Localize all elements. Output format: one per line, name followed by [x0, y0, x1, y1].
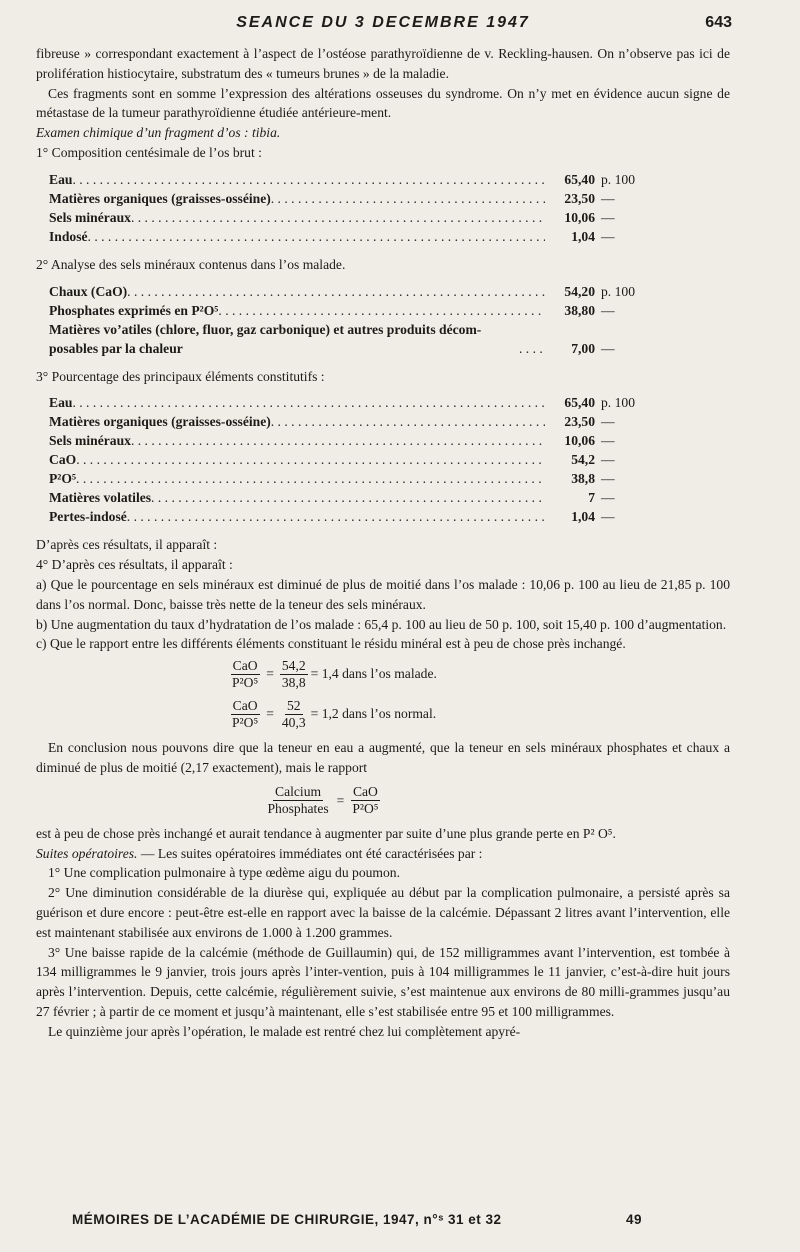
denominator: Phosphates — [267, 801, 329, 817]
suites-intro: — Les suites opératoires immédiates ont été caractérisées par : — [137, 845, 483, 861]
results-line: D’après ces résultats, il apparaît : — [36, 537, 218, 553]
suites-item: 3° Une baisse rapide de la calcémie (méthode de Guillaumin) qui, de 152 milligrammes avant l’intervention, est tombée à 134 milligrammes le 9 janvier, trois jours après l’inter-vention, puis à 104 milligrammes le 11 janvier, c’est-à-dire huit jours après l’intervention. Depuis, cette calcémie, régulièrement suivie, s’est maintenue aux environs de 80 milli-grammes jusqu’au 27 février ; à partir de ce moment et jusqu’à maintenant, elle s’est stabilisée entre 95 et 100 milligrammes. — [36, 944, 730, 1019]
percentage-table — [49, 393, 649, 526]
leader-dots — [72, 170, 545, 189]
numerator: CaO — [232, 657, 258, 673]
row-unit: — — [601, 340, 615, 356]
row-label: Sels minéraux — [49, 433, 131, 449]
composition-table — [49, 170, 649, 246]
numerator: 52 — [286, 697, 301, 713]
table-row — [49, 170, 649, 189]
suites-item: 2° Une diminution considérable de la diurèse qui, expliquée au début par la complication pulmonaire, a persisté après sa guérison et dure encore : peut-être est-elle en rapport avec la baisse de la calcémie. Dépassant 2 litres avant l’intervention, elle est maintenant stabilisée aux environs de 1.000 à 1.200 grammes. — [36, 885, 730, 940]
row-value: 65,40 — [564, 395, 595, 411]
row-label: CaO — [49, 452, 77, 468]
table-row — [49, 469, 649, 488]
row-label: Sels minéraux — [49, 209, 131, 225]
results-item-a: a) Que le pourcentage en sels minéraux est diminué de plus de moitié dans l’os malade : 10,06 p. 100 au lieu de 21,85 p. 100 dans l’os normal. Donc, baisse très nette de la teneur des sels minéraux. — [36, 576, 730, 612]
row-unit: — — [601, 414, 615, 430]
numerator: Calcium — [275, 784, 322, 800]
section-heading: 3° Pourcentage des principaux éléments constitutifs : — [36, 368, 325, 384]
paragraph: fibreuse » correspondant exactement à l’aspect de l’ostéose parathyroïdienne de v. Reckling-hausen. On n’observe pas ici de prolifération histiocytaire, substratum des « tumeurs brunes » de la maladie. — [36, 46, 730, 81]
row-label: Eau — [49, 395, 73, 411]
row-unit: — — [601, 228, 615, 244]
row-unit: — — [601, 490, 615, 506]
numerator: 54,2 — [281, 657, 306, 673]
leader-dots — [131, 208, 545, 227]
leader-dots — [151, 488, 545, 507]
running-title: SEANCE DU 3 DECEMBRE 1947 — [236, 14, 530, 31]
leader-dots — [271, 412, 545, 431]
row-label: Matières volatiles — [49, 490, 152, 506]
row-value: 7 — [588, 490, 595, 506]
equals: = — [266, 706, 274, 722]
denominator: 38,8 — [281, 674, 306, 690]
row-unit: — — [601, 302, 615, 318]
leader-dots — [76, 469, 545, 488]
section-heading: 2° Analyse des sels minéraux contenus dans l’os malade. — [36, 256, 346, 272]
table-row — [49, 488, 649, 507]
paragraph: Ces fragments sont en somme l’expression des altérations osseuses du syndrome. On n’y met en évidence aucun signe de métastase de la tumeur parathyroïdienne étudiée antérieure-ment. — [36, 85, 730, 121]
exam-heading: Examen chimique d’un fragment d’os : tibia. — [36, 125, 281, 141]
table-row — [49, 412, 649, 431]
row-value: 1,04 — [571, 509, 595, 525]
row-value: 10,06 — [564, 433, 595, 449]
leader-dots — [127, 507, 545, 526]
numerator: CaO — [232, 697, 258, 713]
row-unit: — — [601, 433, 615, 449]
formula-result: = 1,2 dans l’os normal. — [310, 706, 437, 722]
page-footer — [72, 1212, 642, 1227]
conclusion: En conclusion nous pouvons dire que la teneur en eau a augmenté, que la teneur en sels minéraux phosphates et chaux a diminué de plus de moitié (2,17 exactement), mais le rapport — [36, 740, 730, 775]
results-item-c: c) Que le rapport entre les différents éléments constituant le résidu minéral est à peu de chose près inchangé. — [36, 636, 626, 652]
table-row — [49, 450, 649, 469]
row-value: 65,40 — [564, 171, 595, 187]
table-row — [49, 301, 649, 320]
row-value: 23,50 — [564, 190, 595, 206]
row-value: 7,00 — [571, 340, 595, 356]
mineral-analysis-table — [49, 282, 649, 358]
leader-dots — [88, 227, 545, 246]
row-value: 1,04 — [571, 228, 595, 244]
denominator: P²O⁵ — [232, 674, 259, 690]
leader-dots — [271, 189, 545, 208]
row-unit: — — [601, 509, 615, 525]
row-value: 10,06 — [564, 209, 595, 225]
row-label: Eau — [49, 171, 73, 187]
formula-normal — [227, 694, 730, 734]
row-label: P²O⁵ — [49, 471, 77, 487]
table-row — [49, 320, 649, 358]
row-label: Phosphates exprimés en P²O⁵ — [49, 302, 219, 318]
formula-ratio — [0, 778, 730, 824]
denominator: P²O⁵ — [232, 714, 259, 730]
equals: = — [266, 666, 274, 682]
results-line: 4° D’après ces résultats, il apparaît : — [36, 557, 233, 573]
row-unit: — — [601, 471, 615, 487]
suites-heading: Suites opératoires. — [36, 845, 138, 861]
row-value: 38,80 — [564, 302, 595, 318]
row-unit: p. 100 — [601, 283, 635, 299]
row-value: 54,2 — [571, 452, 595, 468]
leader-dots — [519, 339, 545, 358]
table-row — [49, 189, 649, 208]
equals: = — [336, 792, 345, 808]
row-unit: — — [601, 190, 615, 206]
leader-dots — [131, 431, 545, 450]
row-unit: — — [601, 452, 615, 468]
section-heading: 1° Composition centésimale de l’os brut : — [36, 144, 262, 160]
row-label: Matières organiques (graisses-osséine) — [49, 190, 271, 206]
row-label: Chaux (CaO) — [49, 283, 128, 299]
table-row — [49, 208, 649, 227]
row-label: Matières organiques (graisses-osséine) — [49, 414, 271, 430]
row-unit: — — [601, 209, 615, 225]
table-row — [49, 282, 649, 301]
row-label: Pertes-indosé — [49, 509, 127, 525]
page-number: 643 — [705, 14, 732, 31]
paragraph: est à peu de chose près inchangé et aurait tendance à augmenter par suite d’une plus grande perte en P² O⁵. — [36, 825, 616, 841]
table-row — [49, 507, 649, 526]
formula-malade — [227, 654, 730, 694]
row-unit: p. 100 — [601, 395, 635, 411]
leader-dots — [76, 450, 545, 469]
suites-item: Le quinzième jour après l’opération, le malade est rentré chez lui complètement apyré- — [48, 1023, 521, 1039]
suites-paragraph — [36, 844, 730, 864]
numerator: CaO — [352, 784, 378, 800]
row-value: 23,50 — [564, 414, 595, 430]
page-header — [36, 14, 730, 44]
results-item-b: b) Une augmentation du taux d’hydratation de l’os malade : 65,4 p. 100 au lieu de 50 p. 100, soit 15,40 p. 100 d’augmentation. — [36, 616, 727, 632]
row-unit: p. 100 — [601, 171, 635, 187]
leader-dots — [218, 301, 545, 320]
table-row — [49, 431, 649, 450]
leader-dots — [72, 393, 545, 412]
table-row — [49, 227, 649, 246]
denominator: 40,3 — [281, 714, 306, 730]
denominator: P²O⁵ — [352, 801, 379, 817]
row-label: Indosé — [49, 228, 88, 244]
suites-item: 1° Une complication pulmonaire à type œdème aigu du poumon. — [48, 865, 400, 881]
formula-result: = 1,4 dans l’os malade. — [310, 666, 437, 682]
sheet-number: 49 — [625, 1212, 642, 1227]
leader-dots — [127, 282, 545, 301]
row-value: 54,20 — [564, 283, 595, 299]
table-row — [49, 393, 649, 412]
journal-reference: MÉMOIRES DE L’ACADÉMIE DE CHIRURGIE, 1947, n°ˢ 31 et 32 — [72, 1212, 502, 1227]
page — [36, 14, 730, 1042]
row-value: 38,8 — [571, 471, 595, 487]
row-label: Matières vo’atiles (chlore, fluor, gaz carbonique) et autres produits décom-posables par la chaleur — [49, 321, 482, 356]
